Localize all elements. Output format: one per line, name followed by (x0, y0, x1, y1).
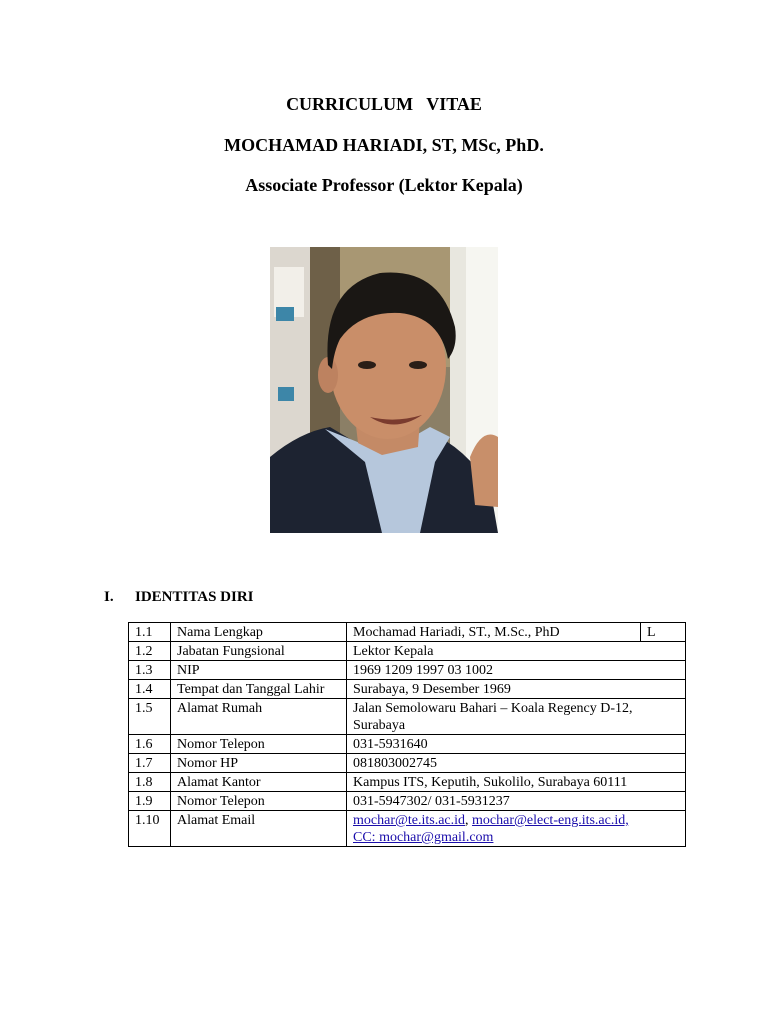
table-row (129, 754, 686, 773)
row-field: Tempat dan Tanggal Lahir (171, 680, 347, 699)
row-number: 1.5 (129, 699, 171, 735)
row-value: 031-5947302/ 031-5931237 (347, 792, 686, 811)
portrait-photo (270, 247, 498, 533)
row-value: Lektor Kepala (347, 642, 686, 661)
table-row (129, 735, 686, 754)
email-separator: , (465, 813, 473, 828)
row-number: 1.7 (129, 754, 171, 773)
person-name: MOCHAMAD HARIADI, ST, MSc, PhD. (224, 135, 544, 155)
table-row (129, 792, 686, 811)
row-value (347, 699, 686, 735)
row-value: 081803002745 (347, 754, 686, 773)
academic-position: Associate Professor (Lektor Kepala) (245, 175, 523, 195)
row-number: 1.3 (129, 661, 171, 680)
table-row (129, 661, 686, 680)
row-field: Nomor HP (171, 754, 347, 773)
row-field: Nama Lengkap (171, 623, 347, 642)
row-field: Jabatan Fungsional (171, 642, 347, 661)
row-field: Alamat Kantor (171, 773, 347, 792)
email-link-te[interactable]: mochar@te.its.ac.id (353, 813, 466, 828)
row-field: Nomor Telepon (171, 792, 347, 811)
row-number: 1.1 (129, 623, 171, 642)
row-value: Kampus ITS, Keputih, Sukolilo, Surabaya 60111 (347, 773, 686, 792)
row-value: Mochamad Hariadi, ST., M.Sc., PhD (347, 623, 641, 642)
address-line-1: Jalan Semolowaru Bahari – Koala Regency D-12, (353, 701, 633, 716)
table-row (129, 773, 686, 792)
section-number: I. (104, 589, 114, 605)
table-row (129, 642, 686, 661)
row-value: 1969 1209 1997 03 1002 (347, 661, 686, 680)
email-link-gmail[interactable]: CC: mochar@gmail.com (353, 830, 494, 845)
row-number: 1.2 (129, 642, 171, 661)
row-number: 1.8 (129, 773, 171, 792)
row-field: Nomor Telepon (171, 735, 347, 754)
row-extra: L (641, 623, 686, 642)
table-row (129, 811, 686, 847)
identity-table (128, 622, 686, 847)
section-title: IDENTITAS DIRI (135, 589, 254, 605)
row-value: Surabaya, 9 Desember 1969 (347, 680, 686, 699)
table-row (129, 680, 686, 699)
row-value: 031-5931640 (347, 735, 686, 754)
row-number: 1.9 (129, 792, 171, 811)
row-value (347, 811, 686, 847)
cv-title: CURRICULUM VITAE (286, 94, 482, 114)
row-number: 1.6 (129, 735, 171, 754)
row-field: Alamat Email (171, 811, 347, 847)
row-number: 1.10 (129, 811, 171, 847)
row-field: Alamat Rumah (171, 699, 347, 735)
email-link-elect-eng[interactable]: mochar@elect-eng.its.ac.id, (472, 813, 629, 828)
table-row (129, 699, 686, 735)
row-field: NIP (171, 661, 347, 680)
row-number: 1.4 (129, 680, 171, 699)
table-row (129, 623, 686, 642)
address-line-2: Surabaya (353, 718, 406, 733)
